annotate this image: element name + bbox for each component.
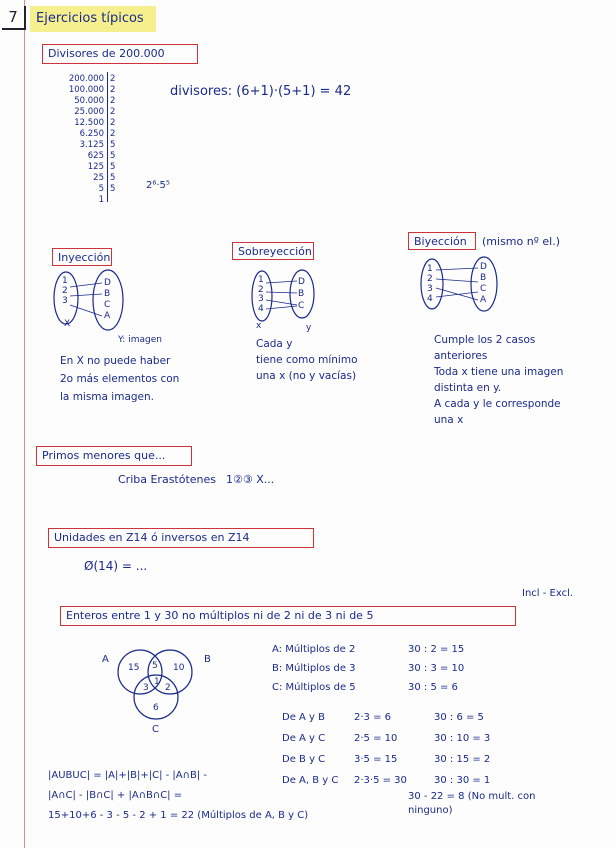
multiples-set-label: C: Múltiplos de 5 [272,682,356,693]
factorization: 2⁶·5⁵ [146,180,170,191]
page-title: Ejercicios típicos [30,6,156,32]
prime-factor: 5 [110,151,116,161]
prime-factor: 5 [110,184,116,194]
divisor-value: 200.000 [68,74,104,84]
divisor-count-formula: divisores: (6+1)·(5+1) = 42 [170,84,352,99]
bijection-heading: Biyección [408,232,476,250]
injection-notes: En X no puede haber 2o más elementos con la misma imagen. [60,355,180,403]
prime-factor: 5 [110,162,116,172]
incl-excl-result: 30 - 22 = 8 (No mult. con ninguno) [408,791,536,816]
divisor-value: 50.000 [74,96,104,106]
divisor-value: 100.000 [68,85,104,95]
divisor-value: 3.125 [79,140,104,150]
intersection-calc: 30 : 30 = 1 [434,775,491,786]
bijection-domain-elements: 1 2 3 4 [427,264,433,304]
injection-arrow [70,283,102,287]
primes-method: Criba Erastótenes [118,473,217,486]
primes-heading: Primos menores que... [36,446,192,466]
injection-heading: Inyección [52,248,112,266]
bijection-codomain-elements: D B C A [480,262,487,305]
surjection-arrow [266,292,297,293]
divisor-value: 125 [87,162,104,172]
surjection-arrow [266,300,297,305]
venn-label-a: A [102,654,109,665]
venn-a-only: 15 [128,663,140,673]
page-number: 7 [2,6,26,30]
divisors-heading: Divisores de 200.000 [42,44,198,64]
intersection-label: De A y B [282,712,326,723]
prime-factor: 5 [110,140,116,150]
surjection-codomain-label: y [306,323,312,333]
intersection-label: De A, B y C [282,775,339,786]
prime-factor: 5 [110,173,116,183]
intersection-calc: 30 : 6 = 5 [434,712,484,723]
venn-c-only: 6 [153,703,159,713]
multiples-count: 30 : 3 = 10 [408,663,465,674]
divisor-value: 6.250 [79,129,104,139]
incl-excl-formula: |AUBUC| = |A|+|B|+|C| - |A∩B| - |A∩C| - |B∩C| + |A∩B∩C| = 15+10+6 - 3 - 5 - 2 + 1 = 22 (Múltiplos de A, B y C) [48,770,309,821]
divisor-value: 625 [87,151,104,161]
injection-arrow [70,294,102,296]
venn-b-only: 10 [173,663,185,673]
bijection-notes: Cumple los 2 casos anteriores Toda x tiene una imagen distinta en y. A cada y le corresponde una x [434,334,564,426]
prime-factor: 2 [110,129,116,139]
prime-factor: 2 [110,107,116,117]
multiples-set-label: B: Múltiplos de 3 [272,663,356,674]
intersection-label: De A y C [282,733,326,744]
venn-abc: 1 [154,677,160,687]
divisor-value: 1 [98,195,104,205]
multiples-count: 30 : 5 = 6 [408,682,458,693]
divisor-value: 25 [93,173,104,183]
surjection-domain-elements: 1 2 3 4 [258,275,264,314]
divisor-value: 12.500 [74,118,104,128]
surjection-codomain-elements: D B C [298,277,305,311]
sieve-notation: 1②③ X... [226,473,275,486]
surjection-domain-label: x [256,321,262,331]
intersection-prod: 2·3 = 6 [354,712,392,723]
divisor-value: 25.000 [74,107,104,117]
venn-bc: 2 [165,683,171,693]
incl-excl-method: Incl - Excl. [522,588,574,599]
prime-factor: 2 [110,118,116,128]
bijection-aside: (mismo nº el.) [482,235,560,248]
venn-label-b: B [204,654,211,665]
injection-codomain-label: Y: imagen [118,335,162,345]
divisor-value: 5 [98,184,104,194]
intersection-label: De B y C [282,754,326,765]
bijection-arrow [436,268,478,270]
prime-factor: 2 [110,74,116,84]
intersection-calc: 30 : 15 = 2 [434,754,491,765]
venn-ac: 3 [143,683,149,693]
units-heading: Unidades en Z14 ó inversos en Z14 [48,528,314,548]
intersection-prod: 3·5 = 15 [354,754,398,765]
prime-factor: 2 [110,96,116,106]
surjection-heading: Sobreyección [232,242,314,260]
incl-excl-heading: Enteros entre 1 y 30 no múltiplos ni de 2 ni de 3 ni de 5 [60,606,516,626]
intersection-prod: 2·3·5 = 30 [354,775,407,786]
injection-codomain-elements: D B C A [104,278,111,321]
multiples-set-label: A: Múltiplos de 2 [272,644,356,655]
surjection-notes: Cada y tiene como mínimo una x (no y vacías) [256,338,358,382]
injection-domain-elements: 1 2 3 [62,276,68,306]
intersection-calc: 30 : 10 = 3 [434,733,491,744]
venn-label-c: C [152,724,159,735]
euler-phi: Ø(14) = ... [84,559,148,573]
venn-ab: 5 [152,661,158,671]
prime-factor: 2 [110,85,116,95]
intersection-prod: 2·5 = 10 [354,733,398,744]
multiples-count: 30 : 2 = 15 [408,644,465,655]
injection-domain-label: X [64,319,71,329]
